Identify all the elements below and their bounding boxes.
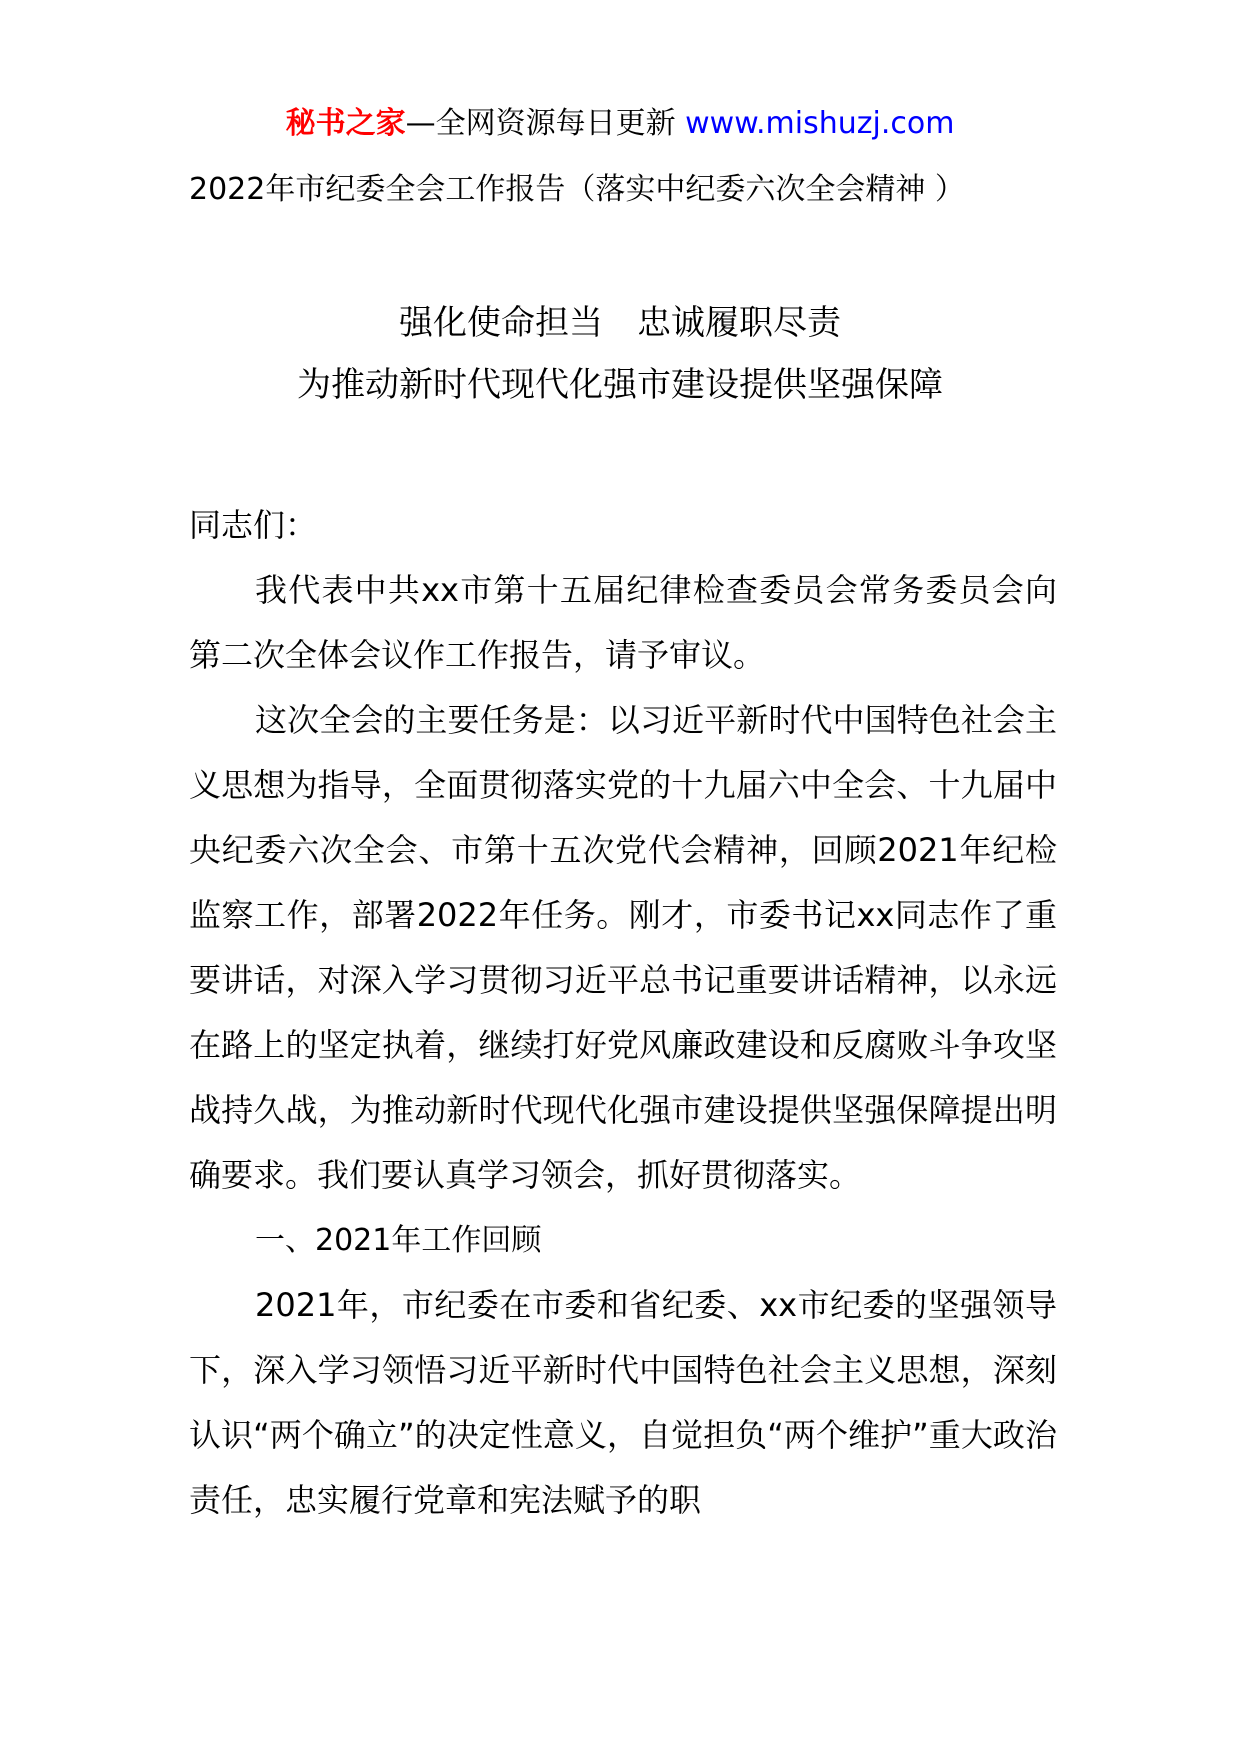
salutation: 同志们： — [189, 506, 318, 544]
body-paragraph: 这次全会的主要任务是：以习近平新时代中国特色社会主义思想为指导，全面贯彻落实党的十九届六中全会、十九届中央纪委六次全会、市第十五次党代会精神，回顾2021年纪检监察工作，部署2022年任务。刚才，市委书记xx同志作了重要讲话，对深入学习贯彻习近平总书记重要讲话精神，以永远在路上的坚定执着，继续打好党风廉政建设和反腐败斗争攻坚战持久战，为推动新时代现代化强市建设提供坚强保障提出明确要求。我们要认真学习领会，抓好贯彻落实。 — [189, 701, 1057, 1194]
site-url-link[interactable]: www.mishuzj.com — [685, 106, 955, 141]
main-title-line-2: 为推动新时代现代化强市建设提供坚强保障 — [297, 365, 943, 405]
report-body — [189, 493, 1057, 1533]
site-header — [0, 102, 1240, 146]
brand-slogan: —全网资源每日更新 — [405, 106, 676, 141]
main-title-line-1: 强化使命担当 忠诚履职尽责 — [399, 303, 841, 343]
body-paragraph: 我代表中共xx市第十五届纪律检查委员会常务委员会向第二次全体会议作工作报告，请予审议。 — [189, 571, 1057, 674]
section-paragraph: 2021年，市纪委在市委和省纪委、xx市纪委的坚强领导下，深入学习领悟习近平新时代中国特色社会主义思想，深刻认识“两个确立”的决定性意义，自觉担负“两个维护”重大政治责任，忠实履行党章和宪法赋予的职 — [189, 1286, 1057, 1519]
section-heading: 一、2021年工作回顾 — [255, 1223, 542, 1258]
brand-name: 秘书之家 — [285, 106, 406, 141]
document-title: 2022年市纪委全会工作报告（落实中纪委六次全会精神 ） — [189, 172, 965, 207]
